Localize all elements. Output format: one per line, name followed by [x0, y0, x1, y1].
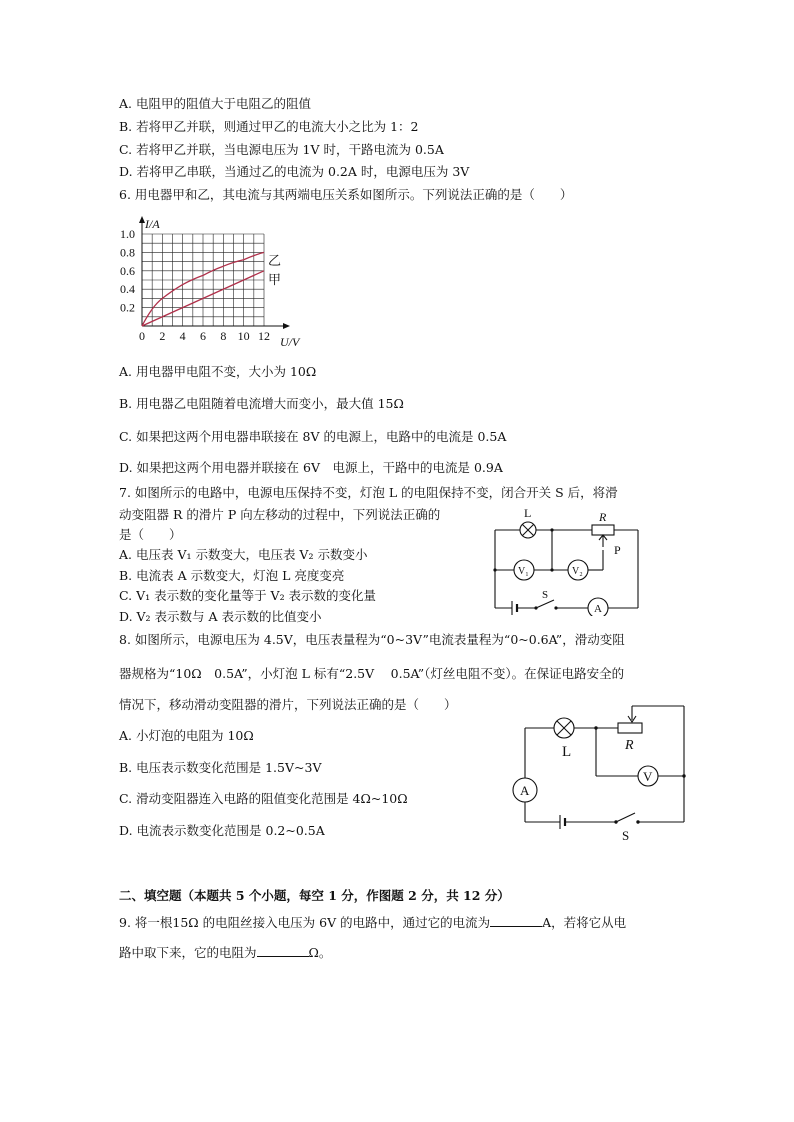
y-tick-label: 0.2	[120, 300, 135, 315]
q7-stem-line-3: 是（ ）	[119, 527, 182, 542]
q8-label-voltmeter: V	[643, 769, 653, 784]
q8-label-rheostat: R	[625, 738, 634, 753]
q9-text-3: 路中取下来，它的电阻为	[119, 945, 257, 960]
x-tick-label: 4	[179, 329, 186, 343]
q8-stem-line-3: 情况下，移动滑动变阻器的滑片，下列说法正确的是（ ）	[119, 697, 457, 712]
q9-blank-1[interactable]	[490, 915, 542, 927]
q8-label-ammeter: A	[520, 783, 530, 798]
q7-label-lamp: L	[524, 506, 532, 520]
q6-option-a: A. 用电器甲电阻不变，大小为 10Ω	[119, 364, 317, 379]
q9-line-2	[119, 945, 331, 961]
q9-text-2: A，若将它从电	[542, 915, 627, 930]
q5-option-b: B. 若将甲乙并联，则通过甲乙的电流大小之比为 1：2	[119, 119, 419, 134]
q6-option-b: B. 用电器乙电阻随着电流增大而变小，最大值 15Ω	[119, 396, 404, 411]
chart-x-label: U/V	[280, 335, 300, 349]
section-2-heading: 二、填空题（本题共 5 个小题，每空 1 分，作图题 2 分，共 12 分）	[119, 888, 510, 903]
q7-label-slider: P	[614, 543, 621, 557]
q6-option-c: C. 如果把这两个用电器串联接在 8V 的电源上，电路中的电流是 0.5A	[119, 429, 507, 444]
q8-option-d: D. 电流表示数变化范围是 0.2~0.5A	[119, 823, 325, 838]
q6-option-d: D. 如果把这两个用电器并联接在 6V 电源上，干路中的电流是 0.9A	[119, 460, 503, 475]
y-tick-label: 1.0	[120, 227, 135, 241]
q6-stem: 6. 用电器甲和乙，其电流与其两端电压关系如图所示。下列说法正确的是（ ）	[119, 187, 573, 202]
q7-option-d: D. V₂ 表示数与 A 表示数的比值变小	[119, 609, 322, 624]
q7-option-b: B. 电流表 A 示数变大，灯泡 L 亮度变亮	[119, 568, 345, 583]
q9-line-1	[119, 915, 626, 931]
x-tick-label: 8	[220, 329, 227, 343]
q8-label-switch: S	[622, 828, 630, 843]
q7-label-ammeter: A	[594, 603, 602, 615]
q5-option-d: D. 若将甲乙串联，当通过乙的电流为 0.2A 时，电源电压为 3V	[119, 164, 470, 179]
q9-blank-2[interactable]	[257, 945, 309, 957]
q8-circuit-diagram	[510, 700, 690, 846]
q8-stem-line-1: 8. 如图所示，电源电压为 4.5V，电压表量程为“0~3V”电流表量程为“0~0.6A”，滑动变阻	[119, 632, 625, 647]
series-label-jia: 甲	[268, 272, 282, 287]
x-tick-label: 10	[237, 329, 250, 343]
q8-option-a: A. 小灯泡的电阻为 10Ω	[119, 728, 254, 743]
q9-text-1: 9. 将一根15Ω 的电阻丝接入电压为 6V 的电路中，通过它的电流为	[119, 915, 491, 930]
q7-circuit-diagram	[488, 504, 648, 616]
q5-option-a: A. 电阻甲的阻值大于电阻乙的阻值	[119, 96, 311, 111]
q8-option-b: B. 电压表示数变化范围是 1.5V~3V	[119, 760, 322, 775]
y-tick-label: 0.8	[120, 245, 135, 260]
q7-label-rheostat: R	[599, 510, 607, 524]
x-tick-label: 6	[200, 329, 206, 343]
q8-label-lamp: L	[562, 744, 572, 760]
x-tick-label: 12	[258, 329, 270, 343]
q7-option-c: C. V₁ 表示数的变化量等于 V₂ 表示数的变化量	[119, 588, 377, 603]
iu-chart	[116, 208, 316, 358]
x-tick-label: 2	[159, 329, 166, 343]
q7-label-v2: V₂	[572, 566, 583, 577]
y-tick-label: 0.4	[120, 282, 135, 297]
chart-y-label: I/A	[145, 217, 160, 231]
x-tick-label: 0	[139, 329, 145, 343]
series-label-yi: 乙	[268, 253, 282, 268]
q7-stem-line-2: 动变阻器 R 的滑片 P 向左移动的过程中，下列说法正确的	[119, 507, 441, 522]
q7-stem-line-1: 7. 如图所示的电路中，电源电压保持不变，灯泡 L 的电阻保持不变，闭合开关 S 后，将滑	[119, 485, 618, 500]
q7-label-v1: V₁	[518, 566, 529, 577]
chart-grid	[142, 234, 264, 326]
q9-text-4: Ω。	[308, 945, 332, 960]
q5-option-c: C. 若将甲乙并联，当电源电压为 1V 时，干路电流为 0.5A	[119, 142, 444, 157]
q8-stem-line-2: 器规格为“10Ω 0.5A”，小灯泡 L 标有“2.5V 0.5A”（灯丝电阻不变）。在保证电路安全的	[119, 666, 625, 681]
y-tick-label: 0.6	[120, 263, 135, 278]
q8-option-c: C. 滑动变阻器连入电路的阻值变化范围是 4Ω~10Ω	[119, 791, 408, 806]
q7-option-a: A. 电压表 V₁ 示数变大，电压表 V₂ 示数变小	[119, 547, 368, 562]
q7-label-switch: S	[542, 589, 549, 601]
x-axis-arrow	[283, 323, 290, 329]
